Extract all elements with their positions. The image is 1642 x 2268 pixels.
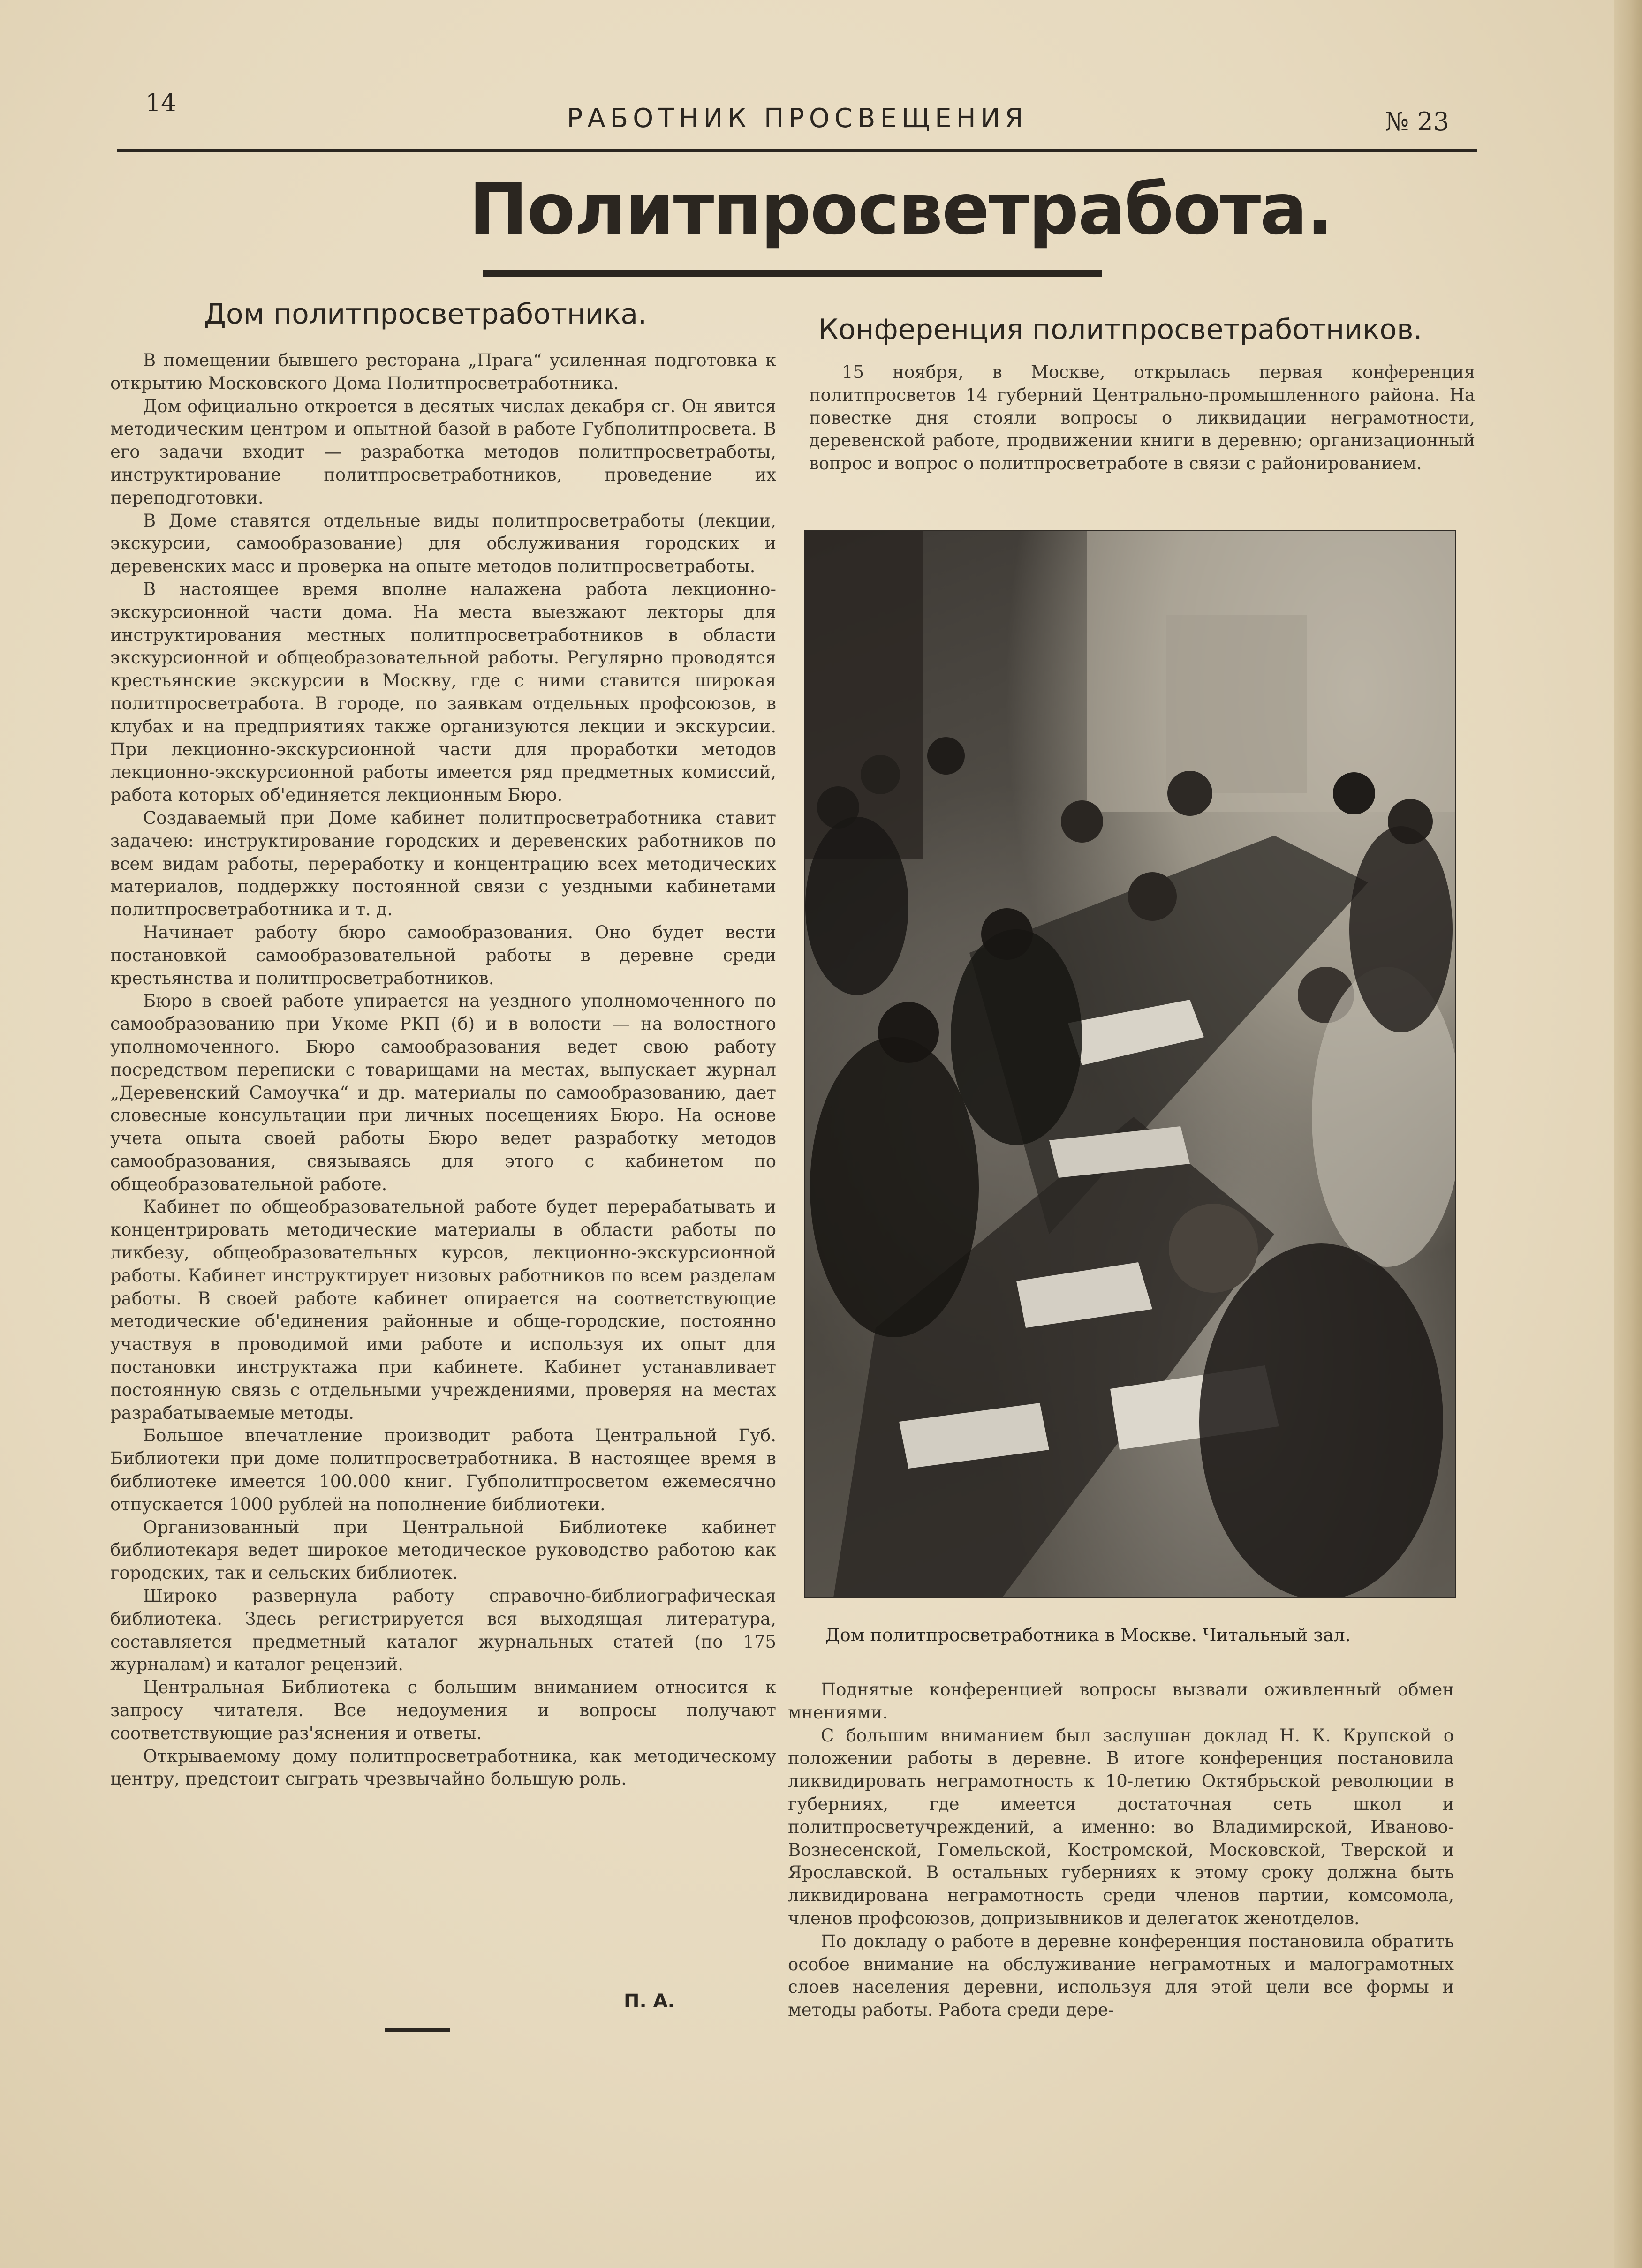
left-article-title: Дом политпросветработника. xyxy=(204,298,647,331)
issue-number: № 23 xyxy=(1385,107,1449,136)
page-number: 14 xyxy=(145,89,177,117)
paragraph: В Доме ставятся отдельные виды политпросветработы (лекции, экскурсии, самообразование) для обслуживания городских и деревенских масс и проверка на опыте методов политпросветработы. xyxy=(110,510,776,577)
page-edge xyxy=(1614,0,1642,2268)
left-article-body xyxy=(110,349,776,1981)
paragraph: Создаваемый при Доме кабинет политпросветработника ставит задачею: инструктирование городских и деревенских работников по всем видам работы, переработку и концентрацию всех методических материалов, поддержку постоянной связи с уездными кабинетами политпросветработника и т. д. xyxy=(110,807,776,920)
paragraph: По докладу о работе в деревне конференция постановила обратить особое внимание на обслуживание неграмотных и малограмотных слоев населения деревни, используя для этой цели все формы и методы работы. Работа среди дере- xyxy=(788,1931,1454,2020)
running-header xyxy=(117,84,1477,141)
paragraph: Кабинет по общеобразовательной работе будет перерабатывать и концентрировать методические материалы в области работы по ликбезу, общеобразовательных курсов, лекционно-экскурсионной работы. Кабинет инструктирует низовых работников по всем разделам работы. В своей работе кабинет опирается на соответствующие методические об'единения районные и обще-городские, постоянно участвуя в проводимой ими работе и используя их опыт для постановки инструктажа при кабинете. Кабинет устанавливает постоянную связь с отдельными учреждениями, проверяя на местах разрабатываемые методы. xyxy=(110,1197,776,1423)
paragraph: С большим вниманием был заслушан доклад Н. К. Крупской о положении работы в деревне. В итоге конференция постановила ликвидировать неграмотность к 10-летию Октябрьской революции в губерниях, где имеется достаточная сеть школ и политпросветучреждений, а именно: во Владимирской, Иваново-Вознесенской, Гомельской, Костромской, Московской, Тверской и Ярославской. В остальных губерниях к этому сроку должна быть ликвидирована неграмотность среди членов партии, комсомола, членов профсоюзов, допризывников и делегаток женотделов. xyxy=(788,1725,1454,1929)
paragraph: Начинает работу бюро самообразования. Оно будет вести постановкой самообразовательной работы в деревне среди крестьянства и политпросветработников. xyxy=(110,922,776,988)
paragraph: В помещении бывшего ресторана „Прага“ усиленная подготовка к открытию Московского Дома Политпросветработника. xyxy=(110,350,776,393)
right-article-title: Конференция политпросветработников. xyxy=(818,313,1423,346)
paragraph: Дом официально откроется в десятых числах декабря сг. Он явится методическим центром и опытной базой в работе Губполитпросвета. В его задачи входит — разработка методов политпросветработы, инструктирование политпросветработников, проведение их переподготовки. xyxy=(110,396,776,508)
paragraph: Центральная Библиотека с большим вниманием относится к запросу читателя. Все недоумения и вопросы получают соответствующие раз'яснения и ответы. xyxy=(110,1677,776,1743)
right-article-intro xyxy=(809,361,1475,502)
signature: П. А. xyxy=(624,1990,675,2012)
end-rule xyxy=(385,2028,450,2032)
paragraph: В настоящее время вполне налажена работа лекционно-экскурсионной части дома. На места выезжают лекторы для инструктирования местных политпросветработников в области экскурсионной и общеобразовательной работы. Регулярно проводятся крестьянские экскурсии в Москву, где с ними ставится широкая политпросветработа. В городе, по заявкам отдельных профсоюзов, в клубах и на предприятиях также организуются лекции и экскурсии. При лекционно-экскурсионной части для проработки методов лекционно-экскурсионной работы имеется ряд предметных комиссий, работа которых об'единяется лекционным Бюро. xyxy=(110,579,776,806)
paragraph: Организованный при Центральной Библиотеке кабинет библиотекаря ведет широкое методическое руководство работою как городских, так и сельских библиотек. xyxy=(110,1517,776,1583)
reading-room-photo xyxy=(804,530,1456,1598)
paragraph: Большое впечатление производит работа Центральной Губ. Библиотеки при доме политпросветработника. В настоящее время в библиотеке имеется 100.000 книг. Губполитпросветом ежемесячно отпускается 1000 рублей на пополнение библиотеки. xyxy=(110,1425,776,1515)
photo-caption: Дом политпросветработника в Москве. Читальный зал. xyxy=(825,1625,1351,1645)
section-title-underline xyxy=(483,270,1102,277)
paragraph: 15 ноября, в Москве, открылась первая конференция политпросветов 14 губерний Центрально-промышленного района. На повестке дня стояли вопросы о ликвидации неграмотности, деревенской работе, продвижении книги в деревню; организационный вопрос и вопрос о политпросветработе в связи с районированием. xyxy=(809,362,1475,474)
paragraph: Широко развернула работу справочно-библиографическая библиотека. Здесь регистрируется вся выходящая литература, составляется предметный каталог журнальных статей (по 175 журналам) и каталог рецензий. xyxy=(110,1586,776,1675)
photo-illustration xyxy=(805,531,1455,1597)
paragraph: Поднятые конференцией вопросы вызвали оживленный обмен мнениями. xyxy=(788,1680,1454,1723)
paragraph: Открываемому дому политпросветработника, как методическому центру, предстоит сыграть чрезвычайно большую роль. xyxy=(110,1746,776,1789)
journal-title: РАБОТНИК ПРОСВЕЩЕНИЯ xyxy=(567,103,1028,134)
section-title: Политпросветработа. xyxy=(469,169,1332,250)
header-rule xyxy=(117,149,1477,152)
paragraph: Бюро в своей работе упирается на уездного уполномоченного по самообразованию при Укоме РКП (б) и в волости — на волостного уполномоченного. Бюро самообразования ведет свою работу посредством переписки с товарищами на местах, выпускает журнал „Деревенский Самоучка“ и др. материалы по самообразованию, дает словесные консультации при личных посещениях Бюро. На основе учета опыта своей работы Бюро ведет разработку методов самообразования, связываясь для этого с кабинетом по общеобразовательной работе. xyxy=(110,991,776,1194)
right-article-body xyxy=(788,1679,1454,2087)
